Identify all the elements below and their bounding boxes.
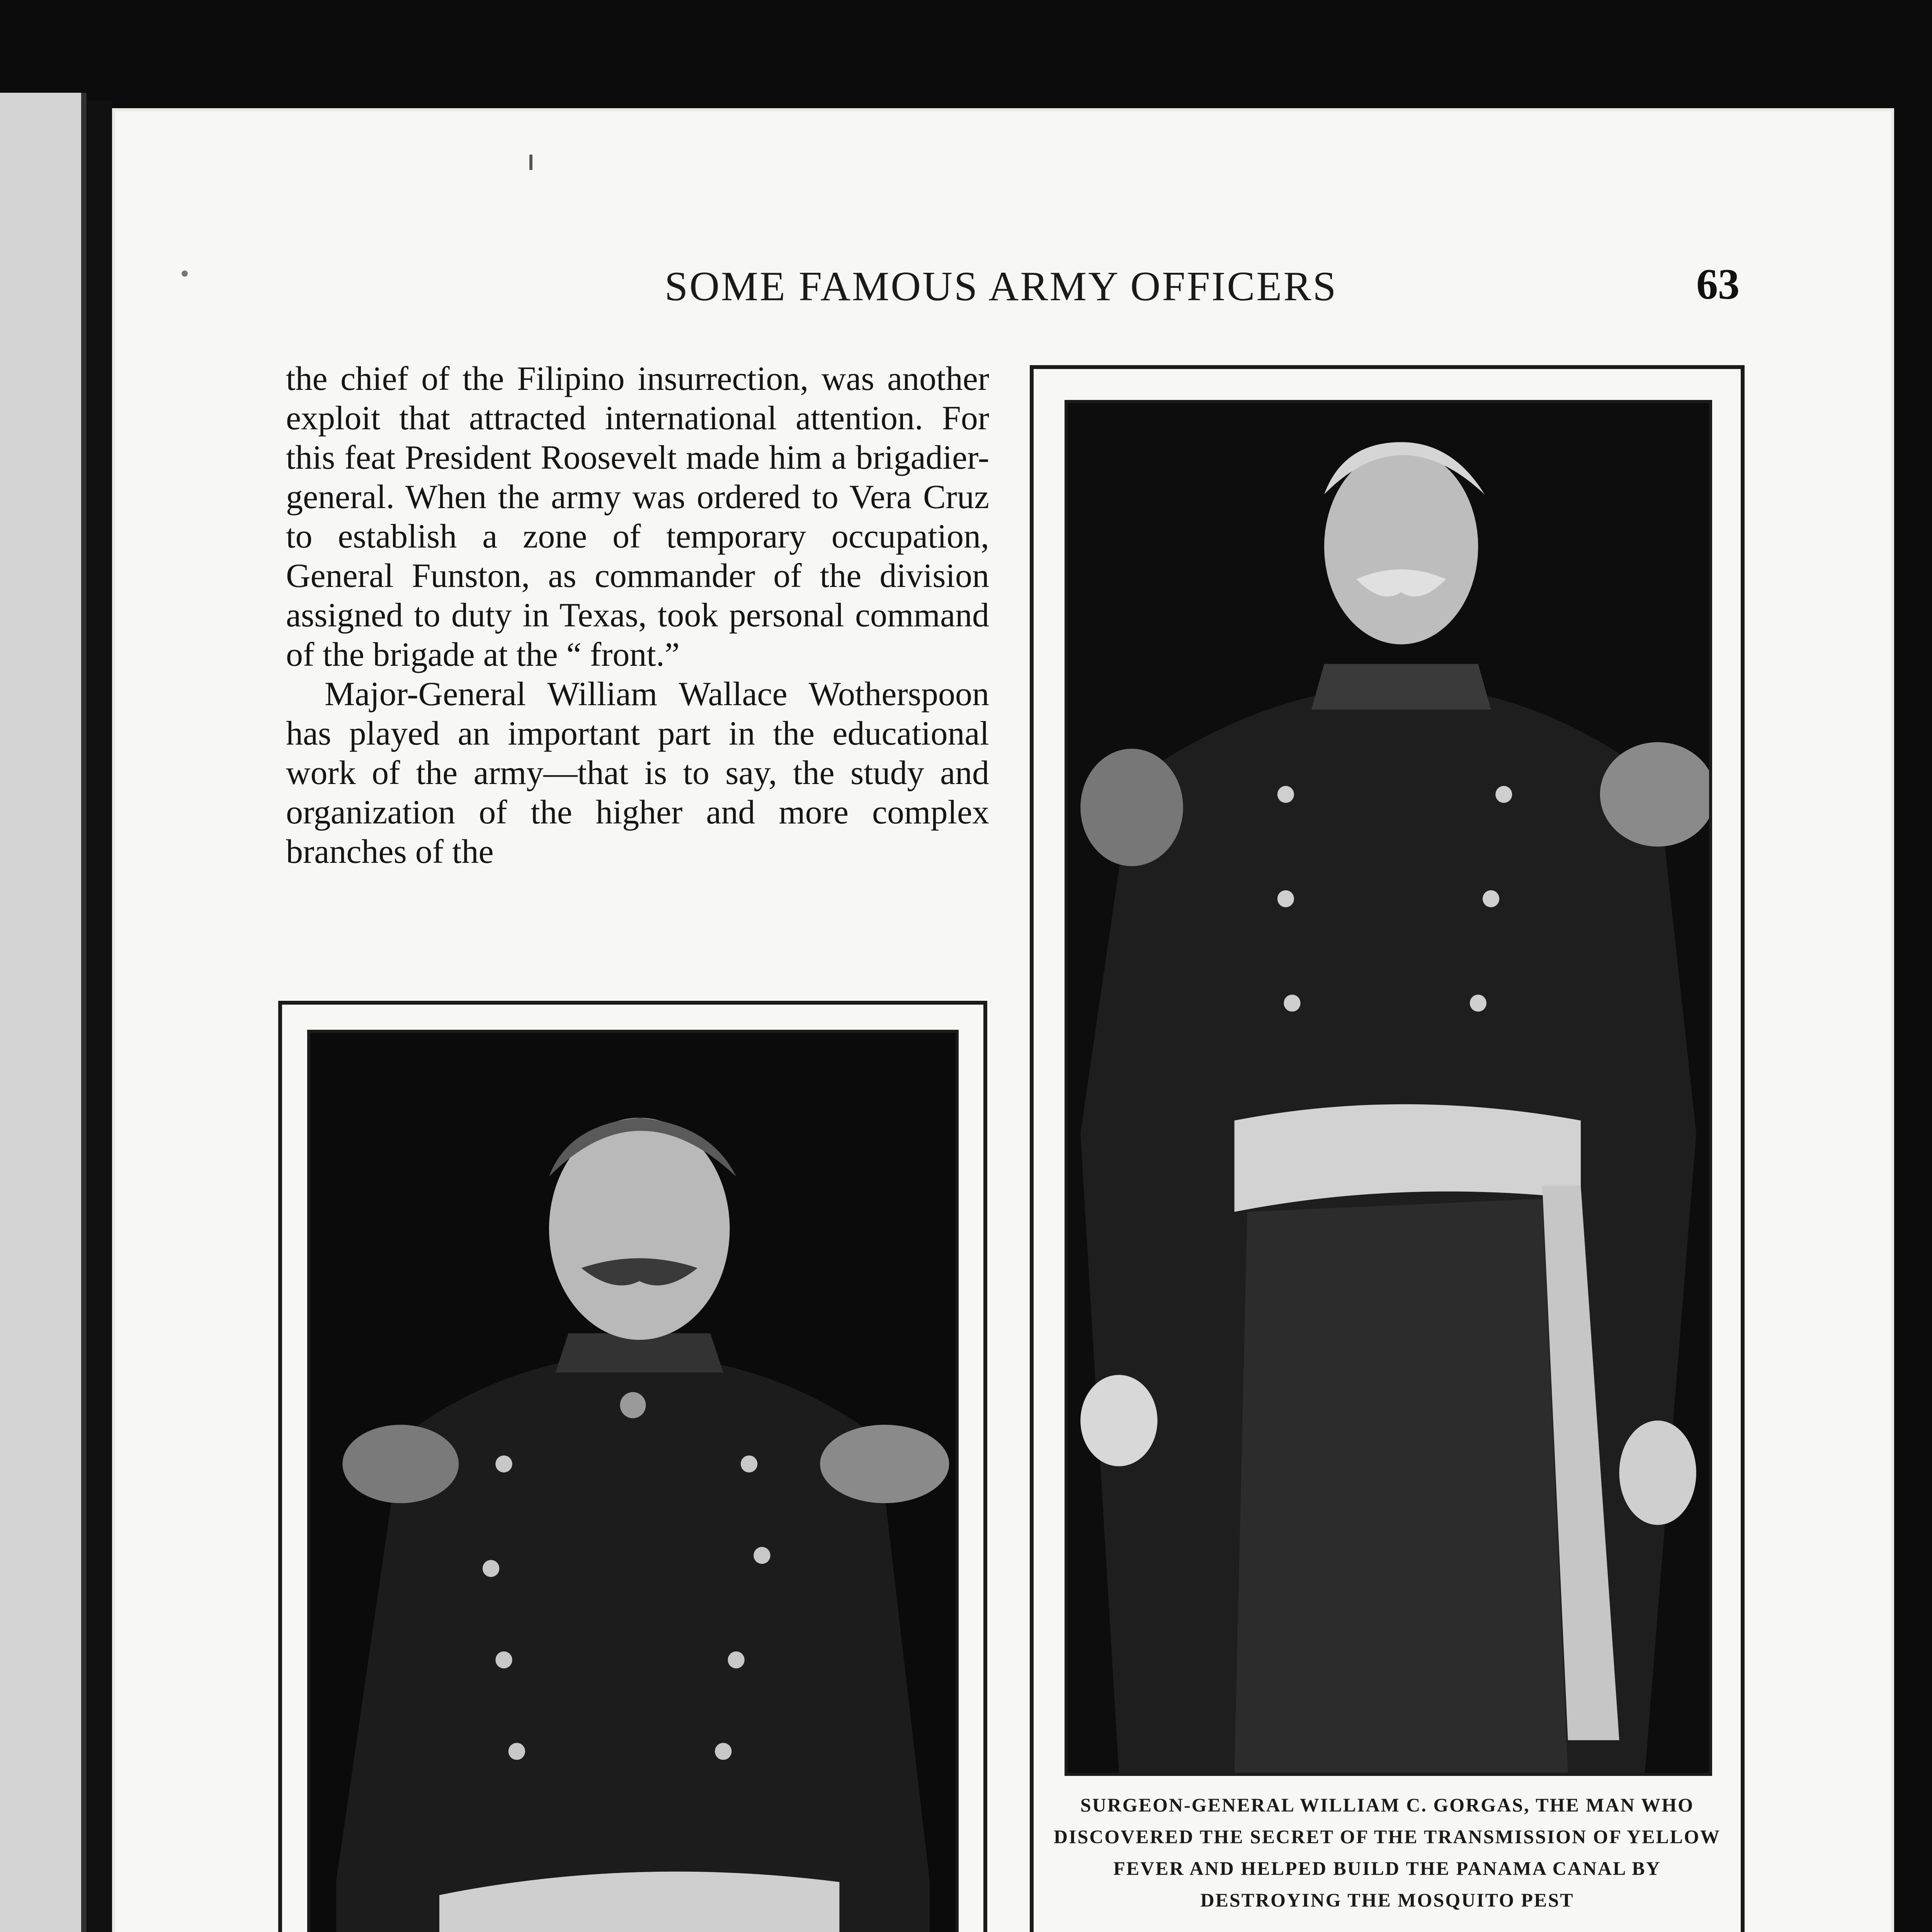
paragraph: Major-General William Wallace Wotherspoon has played an important part in the educational work of the army—that is to say, the study and organization of the higher and more complex branches of the xyxy=(286,675,989,871)
running-title: SOME FAMOUS ARMY OFFICERS xyxy=(665,264,1338,310)
page-number: 63 xyxy=(1696,260,1740,308)
figure-bell xyxy=(278,1001,987,1932)
left-column-text xyxy=(286,359,989,872)
paragraph: the chief of the Filipino insurrection, was another exploit that attracted international attention. For this feat President Roosevelt made him a brigadier-general. When the army was ordered to Vera Cruz to establish a zone of temporary occupation, General Funston, as commander of the division assigned to duty in Texas, took personal command of the brigade at the “ front.” xyxy=(286,360,989,673)
portrait-bell-image xyxy=(310,1033,956,1932)
page-speck xyxy=(529,155,532,170)
adjacent-left-page xyxy=(0,93,87,1932)
book-spine xyxy=(87,100,112,1932)
page-speck xyxy=(182,270,188,277)
portrait-gorgas-photo xyxy=(1065,400,1712,1776)
figure-gorgas xyxy=(1030,365,1745,1932)
portrait-bell-photo xyxy=(307,1030,959,1932)
figure-gorgas-caption: SURGEON-GENERAL WILLIAM C. GORGAS, THE MAN WHO DISCOVERED THE SECRET OF THE TRANSMISSION OF YELLOW FEVER AND HELPED BUILD THE PANAMA CANAL BY DESTROYING THE MOSQUITO PEST xyxy=(1053,1794,1721,1911)
portrait-gorgas-image xyxy=(1068,403,1709,1773)
